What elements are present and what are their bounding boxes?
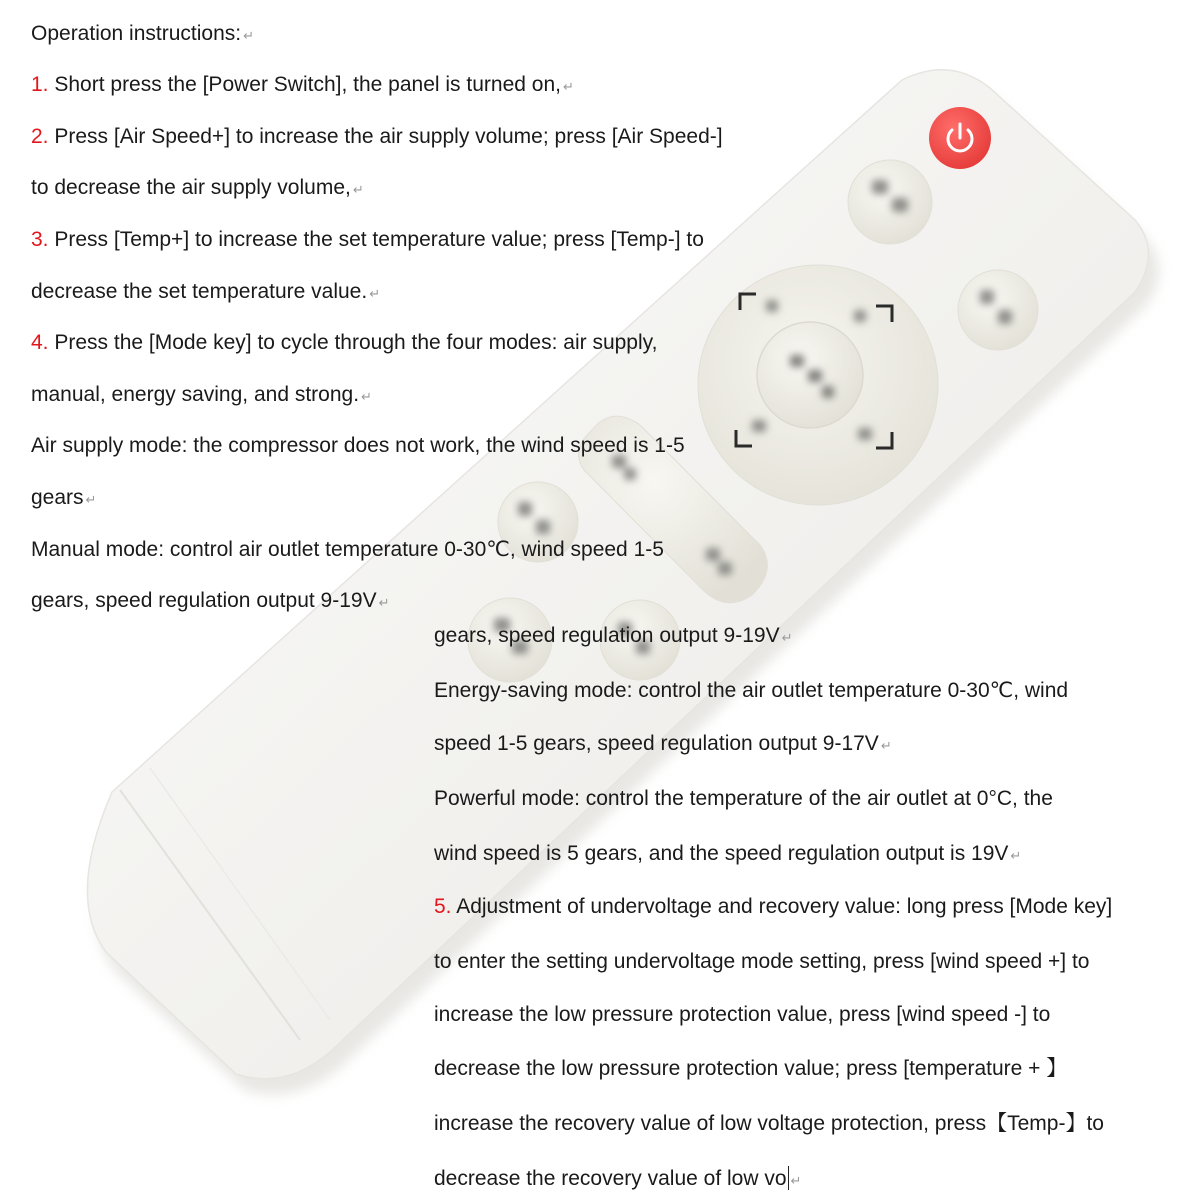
item5-line-e xyxy=(434,1113,1156,1134)
pilcrow-mark: ↵ xyxy=(85,492,97,507)
pilcrow-mark: ↵ xyxy=(562,79,574,94)
pilcrow-mark: ↵ xyxy=(378,595,390,610)
item5-number: 5. xyxy=(434,895,452,918)
item2-text-b: to decrease the air supply volume, xyxy=(31,176,351,199)
manual-line-b xyxy=(31,590,803,611)
manual-text-b: gears, speed regulation output 9-19V xyxy=(31,589,377,612)
manual-line-b-repeat xyxy=(434,625,1156,646)
item5-text-f: decrease the recovery value of low vo xyxy=(434,1167,787,1190)
item3-text-b: decrease the set temperature value. xyxy=(31,280,368,303)
manual-line-a xyxy=(31,539,803,560)
remote-button-upper[interactable] xyxy=(848,160,932,244)
item5-line-a xyxy=(434,896,1156,917)
manual-text-a: Manual mode: control air outlet temperature 0-30℃, wind speed 1-5 xyxy=(31,538,664,561)
item5-text-c: increase the low pressure protection value, press [wind speed -] to xyxy=(434,1003,1051,1026)
item2-line-a xyxy=(31,126,803,147)
pilcrow-mark: ↵ xyxy=(361,389,372,404)
item2-text-a: Press [Air Speed+] to increase the air supply volume; press [Air Speed-] xyxy=(54,125,723,148)
pilcrow-mark: ↵ xyxy=(352,182,364,197)
item1 xyxy=(31,74,803,95)
pilcrow-mark: ↵ xyxy=(243,28,255,43)
item4-line-b xyxy=(31,384,803,405)
item3-text-a: Press [Temp+] to increase the set temperature value; press [Temp-] to xyxy=(54,228,704,251)
text-cursor xyxy=(788,1166,789,1190)
item5-text-e: increase the recovery value of low voltage protection, press【Temp-】to xyxy=(434,1112,1104,1135)
powerful-line-a xyxy=(434,788,1156,809)
energy-text-b: speed 1-5 gears, speed regulation output 9-17V xyxy=(434,732,879,755)
heading-text: Operation instructions: xyxy=(31,22,242,45)
energy-text-a: Energy-saving mode: control the air outlet temperature 0-30℃, wind xyxy=(434,679,1069,702)
air-supply-line-b xyxy=(31,487,803,508)
pilcrow-mark: ↵ xyxy=(369,286,381,301)
powerful-text-b: wind speed is 5 gears, and the speed regulation output is 19V xyxy=(434,842,1009,865)
item4-line-a xyxy=(31,332,803,353)
remote-body xyxy=(87,70,1148,1079)
item2-line-b xyxy=(31,177,803,198)
powerful-text-a: Powerful mode: control the temperature of the air outlet at 0°C, the xyxy=(434,787,1053,810)
item5-text-a: Adjustment of undervoltage and recovery value: long press [Mode key] xyxy=(456,895,1113,918)
item5-line-b xyxy=(434,951,1156,972)
item3-line-a xyxy=(31,229,803,250)
item2-number: 2. xyxy=(31,125,49,148)
manual-text-b-repeat: gears, speed regulation output 9-19V xyxy=(434,624,780,647)
item5-line-d xyxy=(434,1058,1156,1079)
item5-text-d: decrease the low pressure protection value; press [temperature + 】 xyxy=(434,1057,1068,1080)
item3-number: 3. xyxy=(31,228,49,251)
item4-number: 4. xyxy=(31,331,49,354)
pilcrow-mark: ↵ xyxy=(790,1173,802,1188)
item1-number: 1. xyxy=(31,73,49,96)
heading xyxy=(31,23,803,44)
air-supply-text-a: Air supply mode: the compressor does not work, the wind speed is 1-5 xyxy=(31,434,685,457)
air-supply-line-a xyxy=(31,435,803,456)
powerful-line-b xyxy=(434,843,1156,864)
item4-text-b: manual, energy saving, and strong. xyxy=(31,383,360,406)
item4-text-a: Press the [Mode key] to cycle through the four modes: air supply, xyxy=(54,331,658,354)
pilcrow-mark: ↵ xyxy=(880,738,892,753)
air-supply-text-b: gears xyxy=(31,486,84,509)
item3-line-b xyxy=(31,281,803,302)
item5-text-b: to enter the setting undervoltage mode setting, press [wind speed +] to xyxy=(434,950,1090,973)
pilcrow-mark: ↵ xyxy=(781,630,793,645)
item5-line-c xyxy=(434,1004,1156,1025)
energy-line-b xyxy=(434,733,1156,754)
remote-button-right[interactable] xyxy=(958,270,1038,350)
item5-line-f xyxy=(434,1166,1156,1190)
pilcrow-mark: ↵ xyxy=(1010,848,1022,863)
item1-text: Short press the [Power Switch], the panel is turned on, xyxy=(54,73,561,96)
power-button[interactable] xyxy=(929,107,991,169)
energy-line-a xyxy=(434,680,1156,701)
